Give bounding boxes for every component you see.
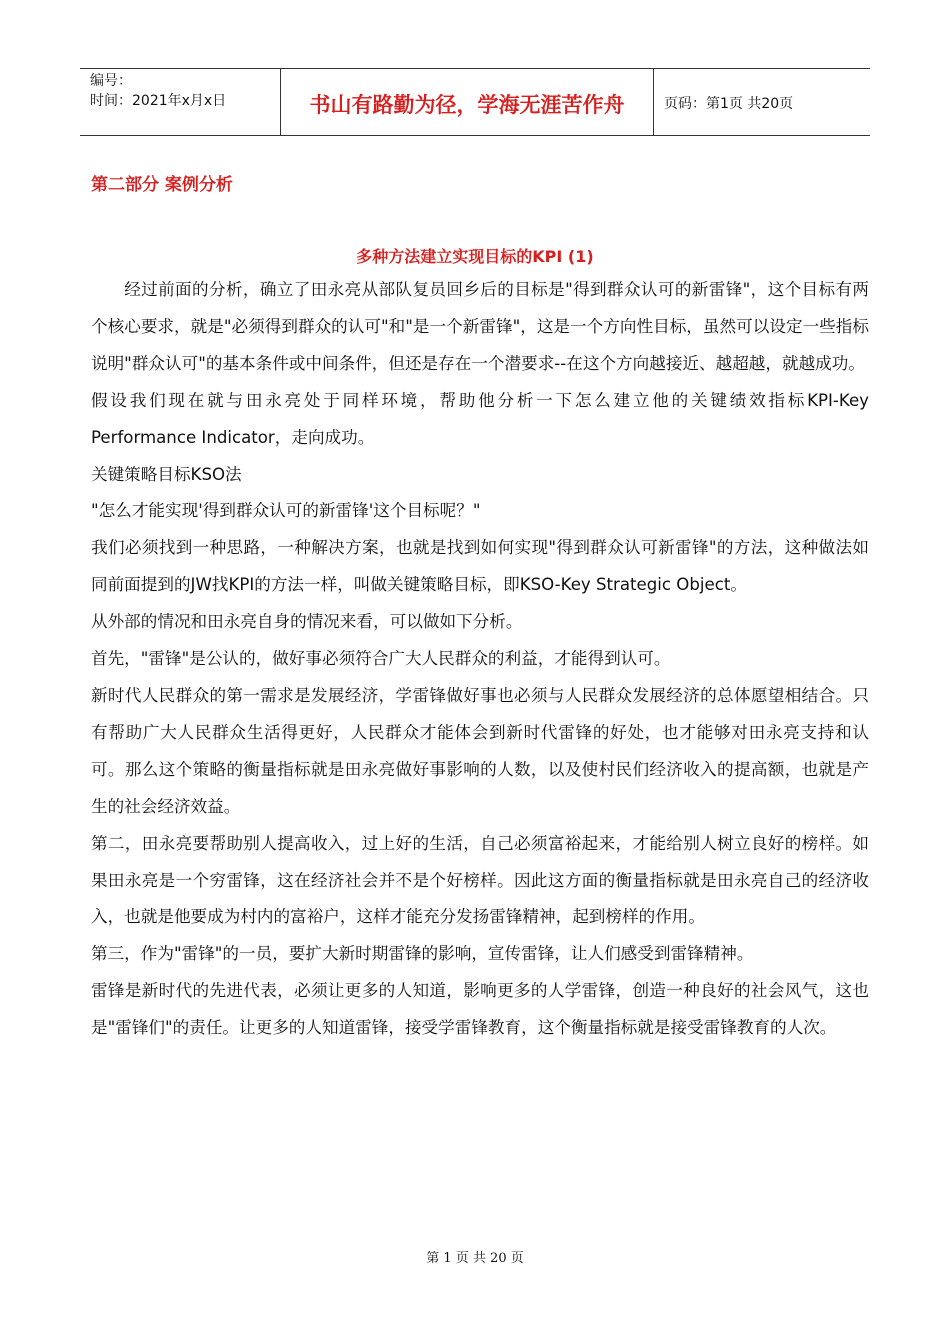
header-meta [80,69,281,135]
paragraph: 关键策略目标KSO法 [91,464,242,484]
header-motto: 书山有路勤为径，学海无涯苦作舟 [281,69,654,135]
section-title: 第二部分 案例分析 [91,175,233,195]
paragraph: 第三，作为"雷锋"的一员，要扩大新时期雷锋的影响，宣传雷锋，让人们感受到雷锋精神。 [91,944,754,964]
article-body [91,272,869,1047]
paragraph: 假设我们现在就与田永亮处于同样环境，帮助他分析一下怎么建立他的关键绩效指标KPI-Key Performance Indicator，走向成功。 [91,390,869,447]
number-label: 编号： [90,73,132,89]
paragraph: 经过前面的分析，确立了田永亮从部队复员回乡后的目标是"得到群众认可的新雷锋"，这个目标有两个核心要求，就是"必须得到群众的认可"和"是一个新雷锋"，这是一个方向性目标，虽然可以设定一些指标说明"群众认可"的基本条件或中间条件，但还是存在一个潜要求--在这个方向越接近、越超越，就越成功。 [91,280,869,373]
paragraph: 雷锋是新时代的先进代表，必须让更多的人知道，影响更多的人学雷锋，创造一种良好的社会风气，这也是"雷锋们"的责任。让更多的人知道雷锋，接受学雷锋教育，这个衡量指标就是接受雷锋教育的人次。 [91,981,869,1038]
page-footer: 第 1 页 共 20 页 [426,1251,524,1266]
paragraph: 从外部的情况和田永亮自身的情况来看，可以做如下分析。 [91,612,523,632]
page-header [80,68,870,136]
paragraph: 我们必须找到一种思路，一种解决方案，也就是找到如何实现"得到群众认可新雷锋"的方法，这种做法如同前面提到的JW找KPI的方法一样，叫做关键策略目标，即KSO-Key Strategic Object。 [91,538,869,595]
paragraph: 新时代人民群众的第一需求是发展经济，学雷锋做好事也必须与人民群众发展经济的总体愿望相结合。只有帮助广大人民群众生活得更好，人民群众才能体会到新时代雷锋的好处，也才能够对田永亮支持和认可。那么这个策略的衡量指标就是田永亮做好事影响的人数，以及使村民们经济收入的提高额，也就是产生的社会经济效益。 [91,685,869,816]
article-title: 多种方法建立实现目标的KPI (1) [356,247,594,266]
paragraph: 第二，田永亮要帮助别人提高收入，过上好的生活，自己必须富裕起来，才能给别人树立良好的榜样。如果田永亮是一个穷雷锋，这在经济社会并不是个好榜样。因此这方面的衡量指标就是田永亮自己的经济收入，也就是他要成为村内的富裕户，这样才能充分发扬雷锋精神，起到榜样的作用。 [91,833,869,927]
paragraph: "怎么才能实现'得到群众认可的新雷锋'这个目标呢？" [91,501,481,521]
paragraph: 首先，"雷锋"是公认的，做好事必须符合广大人民群众的利益，才能得到认可。 [91,649,671,669]
date-label: 时间：2021年x月x日 [90,93,227,109]
header-page-info: 页码：第1页 共20页 [664,96,794,112]
